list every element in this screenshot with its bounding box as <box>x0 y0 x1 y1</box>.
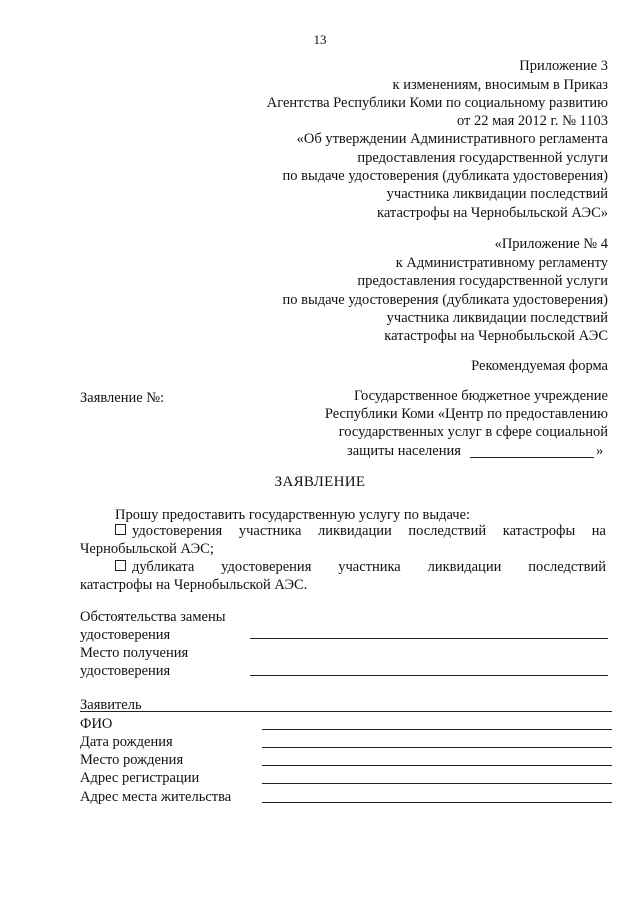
replacement-reason-label: Обстоятельства замены <box>80 609 226 625</box>
recommended-form-label: Рекомендуемая форма <box>471 358 608 374</box>
institution-line: Республики Коми «Центр по предоставлению <box>324 406 608 422</box>
institution-line: Государственное бюджетное учреждение <box>353 388 608 404</box>
applicant-heading: Заявитель <box>80 697 142 713</box>
appendix-4-line: по выдаче удостоверения (дубликата удостоверения) <box>282 292 608 308</box>
option-original-certificate <box>115 523 606 540</box>
checkbox-duplicate-certificate[interactable] <box>115 560 126 571</box>
appendix-4-line: предоставления государственной услуги <box>357 273 608 289</box>
full-name-label: ФИО <box>80 716 113 732</box>
appendix-3-line: к изменениям, вносимым в Приказ <box>392 77 608 93</box>
receipt-place-label-cont: удостоверения <box>80 663 171 679</box>
appendix-3-line: катастрофы на Чернобыльской АЭС» <box>377 205 608 221</box>
appendix-4-line: к Административному регламенту <box>395 255 608 271</box>
checkbox-original-certificate[interactable] <box>115 524 126 535</box>
institution-closing-quote: » <box>596 443 604 459</box>
appendix-3-line: от 22 мая 2012 г. № 1103 <box>456 113 608 129</box>
option-original-text-cont: Чернобыльской АЭС; <box>80 541 214 557</box>
residence-address-field[interactable] <box>262 802 612 803</box>
page-number: 13 <box>313 32 327 47</box>
receipt-place-label: Место получения <box>80 645 189 661</box>
birth-date-field[interactable] <box>262 747 612 748</box>
applicant-heading-rule <box>80 711 612 712</box>
appendix-4-line: «Приложение № 4 <box>494 236 608 252</box>
institution-line: защиты населения <box>347 443 461 459</box>
statement-number-label: Заявление №: <box>80 390 165 406</box>
document-title: ЗАЯВЛЕНИЕ <box>274 474 366 490</box>
appendix-3-line: Приложение 3 <box>519 58 608 74</box>
replacement-reason-label-cont: удостоверения <box>80 627 171 643</box>
option-duplicate-text: дубликата удостоверения участника ликвидации последствий <box>132 559 606 575</box>
appendix-4-line: участника ликвидации последствий <box>386 310 608 326</box>
registration-address-field[interactable] <box>262 783 612 784</box>
birth-date-label: Дата рождения <box>80 734 173 750</box>
appendix-3-line: «Об утверждении Административного регламента <box>296 131 608 147</box>
birth-place-field[interactable] <box>262 765 612 766</box>
request-intro: Прошу предоставить государственную услугу по выдаче: <box>115 507 471 523</box>
residence-address-label: Адрес места жительства <box>80 789 232 805</box>
appendix-4-line: катастрофы на Чернобыльской АЭС <box>384 328 608 344</box>
appendix-3-line: по выдаче удостоверения (дубликата удостоверения) <box>282 168 608 184</box>
birth-place-label: Место рождения <box>80 752 184 768</box>
appendix-3-line: Агентства Республики Коми по социальному развитию <box>266 95 608 111</box>
institution-blank-field[interactable] <box>470 457 594 458</box>
institution-line: государственных услуг в сфере социальной <box>338 424 608 440</box>
registration-address-label: Адрес регистрации <box>80 770 200 786</box>
appendix-3-line: предоставления государственной услуги <box>357 150 608 166</box>
receipt-place-field[interactable] <box>250 675 608 676</box>
option-duplicate-text-cont: катастрофы на Чернобыльской АЭС. <box>80 577 308 593</box>
appendix-3-line: участника ликвидации последствий <box>386 186 608 202</box>
full-name-field[interactable] <box>262 729 612 730</box>
option-duplicate-certificate <box>115 559 606 576</box>
option-original-text: удостоверения участника ликвидации последствий катастрофы на <box>132 523 606 539</box>
replacement-reason-field[interactable] <box>250 638 608 639</box>
